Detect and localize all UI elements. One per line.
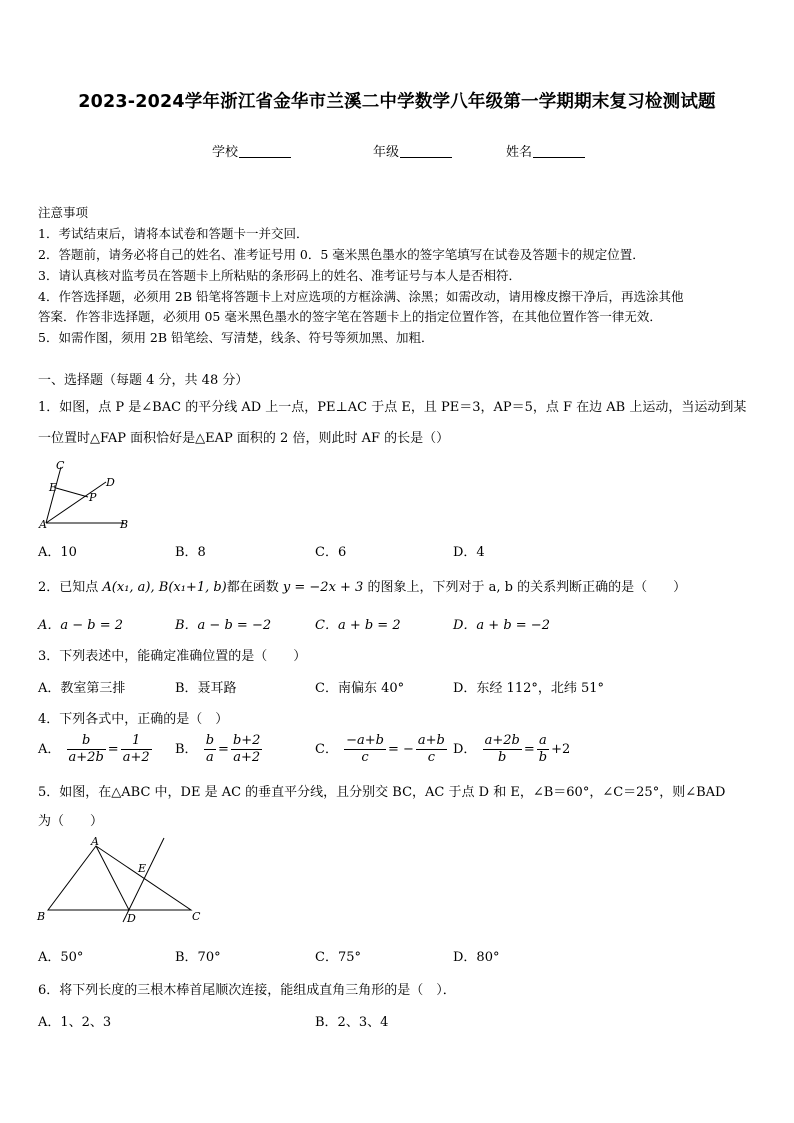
name-label: 姓名 bbox=[506, 145, 533, 160]
grade-blank bbox=[400, 145, 452, 158]
q3-option-a: A．教室第三排 bbox=[38, 681, 126, 696]
numerator: 1 bbox=[121, 733, 152, 750]
equals-minus: = − bbox=[387, 742, 414, 757]
label-c: C bbox=[192, 910, 201, 923]
q5-option-b: B．70° bbox=[175, 950, 221, 965]
q4-option-b-label: B． bbox=[175, 742, 198, 757]
q3-option-c: C．南偏东 40° bbox=[315, 681, 405, 696]
school-label: 学校 bbox=[212, 145, 239, 160]
q2-function: y = −2x + 3 bbox=[282, 580, 364, 595]
q4-option-b: B． $\frac{b}{a}$ = $\frac{b+2}{a+2}$ bbox=[175, 733, 261, 765]
denominator: b bbox=[538, 750, 548, 765]
q4-text: 4．下列各式中，正确的是（ ） bbox=[38, 712, 229, 727]
numerator: a bbox=[537, 733, 549, 750]
numerator: a+b bbox=[417, 733, 445, 748]
q2-option-b: B．a − b = −2 bbox=[175, 618, 272, 633]
label-e: E bbox=[49, 481, 58, 494]
q3-option-d: D．东经 112°，北纬 51° bbox=[453, 681, 605, 696]
q1-text-line2: 一位置时△FAP 面积恰好是△EAP 面积的 2 倍，则此时 AF 的长是（） bbox=[38, 431, 450, 446]
label-d: D bbox=[127, 912, 136, 925]
q1-text-line1: 1．如图，点 P 是∠BAC 的平分线 AD 上一点，PE⊥AC 于点 E，且 PE＝3，AP＝5，点 F 在边 AB 上运动，当运动到某 bbox=[38, 400, 747, 415]
q2-points: A(x₁, a), B(x₁+1, b) bbox=[102, 580, 227, 595]
triangle-abc bbox=[48, 846, 191, 910]
notice-item: 答案．作答非选择题，必须用 05 毫米黑色墨水的签字笔在答题卡上的指定位置作答，在其他位置作答一律无效． bbox=[38, 309, 662, 324]
denominator: a+2b bbox=[68, 750, 104, 765]
notice-item: 3．请认真核对监考员在答题卡上所粘贴的条形码上的姓名、准考证号与本人是否相符． bbox=[38, 268, 521, 283]
label-b: B bbox=[120, 518, 129, 531]
denominator: a bbox=[205, 750, 214, 765]
q1-option-b: B．8 bbox=[175, 545, 206, 560]
q4-option-d-label: D． bbox=[453, 742, 477, 757]
q5-option-a: A．50° bbox=[38, 950, 84, 965]
q4-option-a: A． $\frac{b}{a+2b}$ = $\frac{1}{a+2}$ bbox=[38, 733, 150, 765]
numerator: b bbox=[67, 733, 106, 750]
q4-option-c bbox=[315, 733, 449, 766]
q3-text: 3．下列表述中，能确定准确位置的是（ ） bbox=[38, 649, 307, 664]
q2-text-mid: 都在函数 bbox=[226, 580, 283, 595]
notice-item: 2．答题前，请务必将自己的姓名、准考证号用 0．5 毫米黑色墨水的签字笔填写在试卷及答题卡的规定位置． bbox=[38, 247, 645, 262]
notice-heading: 注意事项 bbox=[38, 205, 89, 220]
page-title: 2023-2024学年浙江省金华市兰溪二中学数学八年级第一学期期末复习检测试题 bbox=[78, 92, 716, 112]
q4-option-d: D． $\frac{a+2b}{b}$ = $\frac{a}{b}$ +2 bbox=[453, 733, 571, 765]
numerator: b+2 bbox=[232, 733, 261, 748]
q6-option-a: A．1、2、3 bbox=[38, 1015, 112, 1030]
grade-label: 年级 bbox=[373, 145, 400, 160]
label-a: A bbox=[39, 518, 47, 531]
fraction bbox=[121, 733, 152, 766]
q1-option-c: C．6 bbox=[315, 545, 347, 560]
q5-text-line1: 5．如图，在△ABC 中，DE 是 AC 的垂直平分线，且分别交 BC，AC 于点 D 和 E，∠B＝60°，∠C＝25°，则∠BAD bbox=[38, 785, 726, 800]
fraction bbox=[344, 733, 386, 766]
fraction bbox=[416, 733, 447, 766]
fraction bbox=[483, 733, 522, 766]
q5-text-line2: 为（ ） bbox=[38, 814, 104, 829]
q5-option-c: C．75° bbox=[315, 950, 361, 965]
q2-text-pre: 2．已知点 bbox=[38, 580, 103, 595]
segment-pe bbox=[56, 488, 88, 497]
line-de bbox=[123, 838, 164, 922]
q4-option-c-label: C． bbox=[315, 742, 338, 757]
q1-figure bbox=[36, 460, 136, 532]
label-b: B bbox=[37, 910, 46, 923]
notice-item: 5．如需作图，须用 2B 铅笔绘、写清楚，线条、符号等须加黑、加粗． bbox=[38, 330, 434, 345]
denominator: a+2 bbox=[233, 750, 261, 765]
label-p: P bbox=[89, 491, 97, 504]
segment-ad bbox=[96, 846, 129, 910]
notice-item: 1．考试结束后，请将本试卷和答题卡一并交回． bbox=[38, 226, 309, 241]
q5-option-d: D．80° bbox=[453, 950, 500, 965]
q2-option-d: D．a + b = −2 bbox=[453, 618, 550, 633]
q1-option-a: A．10 bbox=[38, 545, 77, 560]
denominator: a+2 bbox=[122, 750, 150, 765]
q2-text bbox=[38, 576, 686, 595]
name-field bbox=[506, 141, 585, 160]
notice-item: 4．作答选择题，必须用 2B 铅笔将答题卡上对应选项的方框涂满、涂黑；如需改动，请用橡皮擦干净后，再选涂其他 bbox=[38, 289, 684, 304]
numerator: a+2b bbox=[484, 733, 520, 748]
numerator: −a+b bbox=[346, 733, 384, 748]
school-blank bbox=[239, 145, 291, 158]
denominator: b bbox=[498, 750, 507, 765]
q6-text: 6．将下列长度的三根木棒首尾顺次连接，能组成直角三角形的是（ ）． bbox=[38, 983, 456, 998]
fraction bbox=[204, 733, 216, 766]
q2-option-c: C．a + b = 2 bbox=[315, 618, 401, 633]
numerator: b bbox=[205, 733, 215, 748]
label-a: A bbox=[91, 836, 99, 848]
q2-option-a: A．a − b = 2 bbox=[38, 618, 124, 633]
school-field bbox=[212, 141, 291, 160]
q3-option-b: B．聂耳路 bbox=[175, 681, 237, 696]
q6-option-b: B．2、3、4 bbox=[315, 1015, 389, 1030]
label-e: E bbox=[138, 862, 147, 875]
denominator: c bbox=[361, 750, 369, 765]
plus-two: +2 bbox=[551, 742, 571, 757]
q4-option-a-label: A． bbox=[38, 742, 61, 757]
denominator: c bbox=[427, 750, 435, 765]
fraction bbox=[231, 733, 263, 766]
label-c: C bbox=[56, 460, 65, 472]
q2-text-post: 的图象上，下列对于 a, b 的关系判断正确的是（ ） bbox=[363, 580, 687, 595]
q5-figure bbox=[34, 836, 210, 928]
section-heading: 一、选择题（每题 4 分，共 48 分） bbox=[38, 373, 249, 388]
name-blank bbox=[533, 145, 585, 158]
grade-field bbox=[373, 141, 452, 160]
label-d: D bbox=[106, 476, 115, 489]
q1-option-d: D．4 bbox=[453, 545, 485, 560]
fraction bbox=[67, 733, 106, 766]
fraction bbox=[537, 733, 549, 766]
